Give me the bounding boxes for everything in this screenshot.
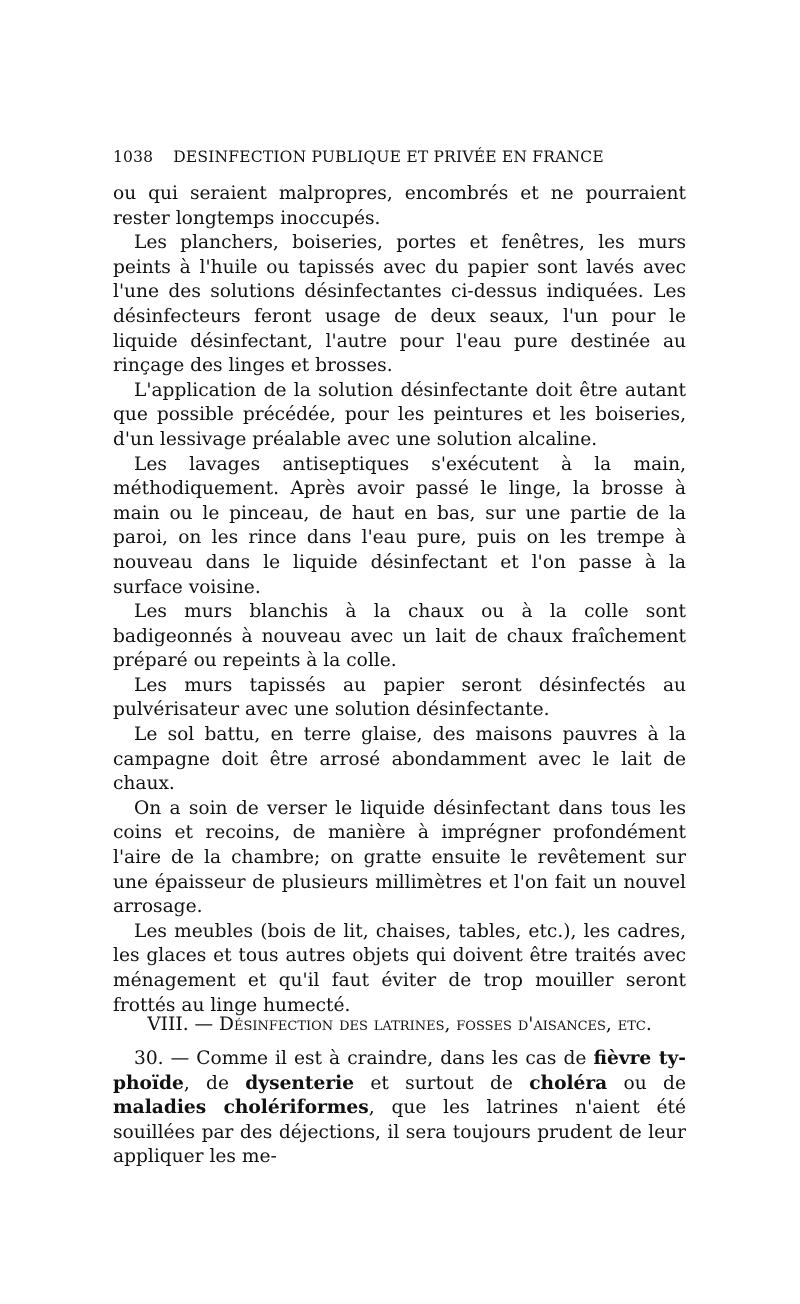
article-text: ou de [623, 1072, 686, 1094]
paragraph: Les murs blanchis à la chaux ou à la colle sont badigeonnés à nouveau avec un lait de chaux fraîchement préparé ou repeints à la colle. [113, 601, 686, 672]
section-title: Désinfection des latrines, fosses d'aisances, etc. [219, 1014, 652, 1035]
article-text: , de [183, 1072, 229, 1094]
article-paragraph [113, 1047, 686, 1170]
paragraph: L'application de la solution désinfectante doit être autant que possible précédée, pour les peintures et les boiseries, d'un lessivage préalable avec une solution alcaline. [113, 379, 686, 450]
paragraph: Les murs tapissés au papier seront désinfectés au pulvérisateur avec une solution désinfectante. [113, 674, 686, 721]
bold-term: choléra [529, 1072, 608, 1094]
paragraph: On a soin de verser le liquide désinfectant dans tous les coins et recoins, de manière à imprégner profondément l'aire de la chambre; on gratte ensuite le revêtement sur une épaisseur de plusieurs millimètres et l'on fait un nouvel arrosage. [113, 797, 686, 918]
section-heading [113, 1013, 686, 1038]
bold-term: maladies cholériformes [113, 1097, 369, 1119]
bold-term: fièvre typhoïde [113, 1048, 686, 1094]
article-lead: 30. — Comme il est à craindre, dans les cas de [134, 1048, 587, 1069]
article-30 [113, 1047, 686, 1170]
paragraph: ou qui seraient malpropres, encombrés et ne pourraient rester longtemps inoccupés. [113, 183, 686, 229]
article-text: , que les latrines n'aient été souillées par des déjections, il sera toujours prudent de leur appliquer les me- [113, 1097, 686, 1168]
section-number: VIII. — [147, 1014, 214, 1035]
bold-term: dysenterie [245, 1072, 355, 1094]
running-title: DESINFECTION PUBLIQUE ET PRIVÉE EN FRANCE [173, 148, 604, 166]
paragraph: Le sol battu, en terre glaise, des maisons pauvres à la campagne doit être arrosé abondamment avec le lait de chaux. [113, 724, 686, 795]
paragraph: Les meubles (bois de lit, chaises, tables, etc.), les cadres, les glaces et tous autres objets qui doivent être traités avec ménagement et qu'il faut éviter de trop mouiller seront frottés au linge humecté. [113, 920, 686, 1016]
paragraph: Les planchers, boiseries, portes et fenêtres, les murs peints à l'huile ou tapissés avec du papier sont lavés avec l'une des solutions désinfectantes ci-dessus indiquées. Les désinfecteurs feront usage de deux seaux, l'un pour le liquide désinfectant, l'autre pour l'eau pure destinée au rinçage des linges et brosses. [113, 232, 686, 377]
body-text [113, 182, 686, 1018]
paragraph: Les lavages antiseptiques s'exécutent à la main, méthodiquement. Après avoir passé le linge, la brosse à main ou le pinceau, de haut en bas, sur une partie de la paroi, on les rince dans l'eau pure, puis on les trempe à nouveau dans le liquide désinfectant et l'on passe à la surface voisine. [113, 453, 686, 598]
article-text: et surtout de [370, 1072, 513, 1094]
page-number: 1038 [113, 148, 154, 166]
running-head [113, 148, 618, 166]
